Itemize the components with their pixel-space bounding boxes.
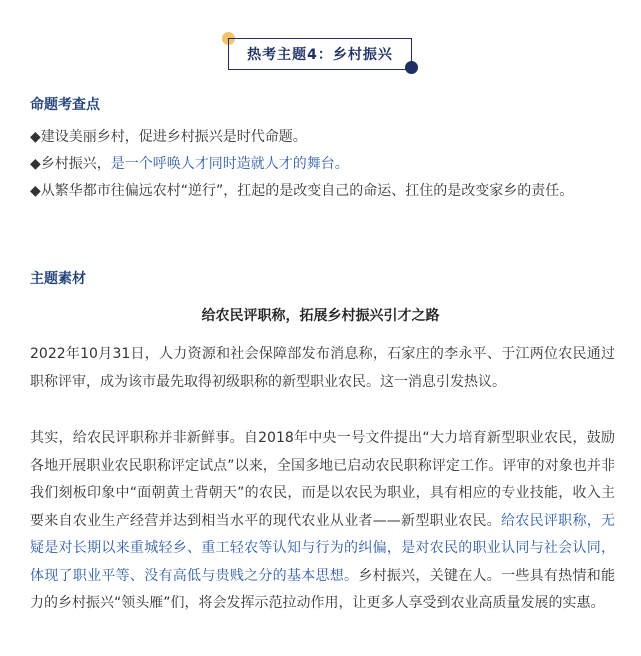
article-paragraph-1: 2022年10月31日，人力资源和社会保障部发布消息称，石家庄的李永平、于江两位农民通过职称评审，成为该市最先取得初级职称的新型职业农民。这一消息引发热议。: [30, 346, 615, 390]
diamond-bullet-icon: ◆: [30, 183, 41, 199]
bullet-highlight-text: 是一个呼唤人才同时造就人才的舞台。: [110, 156, 349, 172]
bullet-text: 建设美丽乡村，促进乡村振兴是时代命题。: [40, 129, 307, 145]
bullet-item: [30, 178, 615, 205]
paragraph-text: 其实，给农民评职称并非新鲜事。自2018年中央一号文件提出“大力培育新型职业农民，鼓励各地开展职业农民职称评定试点”以来，全国多地已启动农民职称评定工作。评审的对象也并非我们刻板印象中“面朝黄土背朝天”的农民，而是以农民为职业，具有相应的专业技能，收入主要来自农业生产经营并达到相当水平的现代农业从业者——新型职业农民。: [30, 430, 615, 529]
bullet-text: 乡村振兴，: [40, 156, 111, 172]
paragraph-text: 乡村振兴，关键在人。一些具有热情和能力的乡村振兴“领头雁”们，将会发挥示范拉动作用，让更多人享受到农业高质量发展的实惠。: [30, 567, 616, 611]
diamond-bullet-icon: ◆: [30, 129, 41, 145]
paragraph-highlight-text: 给农民评职称，无疑是对长期以来重城轻乡、重工轻农等认知与行为的纠偏，是对农民的职业认同与社会认同，体现了职业平等、没有高低与贵贱之分的基本思想。: [30, 512, 616, 584]
article-title: 给农民评职称，拓展乡村振兴引才之路: [201, 308, 440, 324]
bullet-item: [30, 151, 615, 178]
article-paragraph-2: [30, 425, 615, 618]
navy-dot-decoration: [405, 61, 418, 74]
bullet-text: 从繁华都市往偏远农村“逆行”，扛起的是改变自己的命运、扛住的是改变家乡的责任。: [40, 183, 574, 199]
topic-title-badge: [222, 32, 418, 74]
bullet-item: [30, 124, 615, 151]
topic-title: 热考主题4：乡村振兴: [228, 38, 412, 70]
section-heading-exam-points: 命题考查点: [30, 97, 100, 113]
section-heading-materials: 主题素材: [30, 271, 86, 287]
diamond-bullet-icon: ◆: [30, 156, 41, 172]
